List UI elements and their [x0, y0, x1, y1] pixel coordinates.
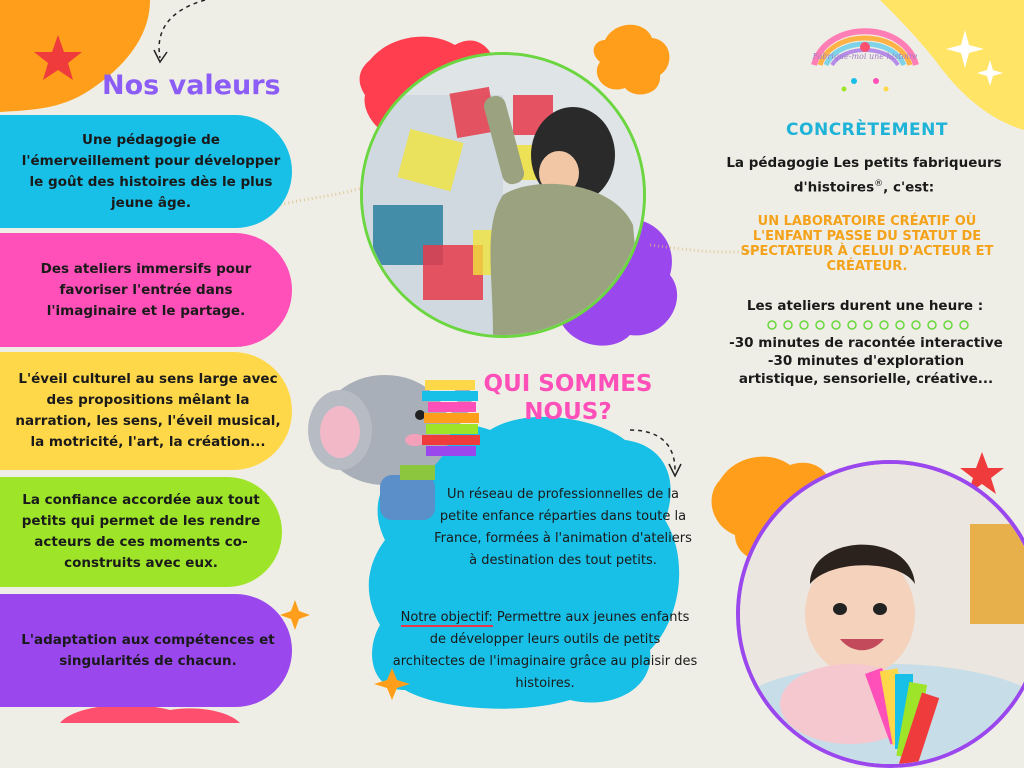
intro-line1: La pédagogie Les petits fabriqueurs: [726, 155, 1002, 171]
intro-paragraph: [714, 153, 1014, 199]
baby-photo-illustration: [740, 464, 1024, 764]
value-text: Une pédagogie de l'émerveillement pour développer le goût des histoires dès le plus jeune âge.: [21, 131, 281, 211]
registered-mark: ®: [874, 179, 884, 189]
toddler-photo: [360, 52, 646, 338]
value-item-1: [0, 115, 292, 228]
schedule-list: [716, 334, 1016, 388]
schedule-item-1: -30 minutes de racontée interactive: [729, 335, 1003, 351]
logo-text: Fabrique-moi une histoire: [812, 52, 918, 61]
value-item-2: [0, 233, 292, 347]
qui-title-line2: NOUS?: [524, 399, 612, 425]
intro-line2: d'histoires®, c'est:: [793, 179, 935, 196]
objectif-text: Permettre aux jeunes enfants de développer leurs outils de petits architectes de l'imaginaire grâce au plaisir des histoires.: [392, 610, 698, 691]
value-text: La confiance accordée aux tout petits qui permet de les rendre acteurs de ces moments co-construits avec eux.: [21, 492, 261, 571]
objectif-label: Notre objectif:: [400, 610, 493, 625]
concretement-title: CONCRÈTEMENT: [786, 120, 948, 140]
value-item-5: [0, 594, 292, 707]
schedule-item-3: artistique, sensorielle, créative...: [738, 371, 994, 387]
dashed-arrow-icon: [159, 0, 205, 58]
objectif-paragraph: [392, 607, 698, 695]
schedule-item-2: -30 minutes d'exploration: [767, 353, 965, 369]
orange-blob-small: [594, 25, 670, 95]
toddler-photo-illustration: [363, 55, 643, 335]
value-text: Des ateliers immersifs pour favoriser l'entrée dans l'imaginaire et le partage.: [40, 260, 252, 319]
value-text: L'adaptation aux compétences et singularités de chacun.: [21, 631, 275, 669]
qui-title: [478, 370, 658, 426]
baby-photo: [736, 460, 1024, 768]
values-title: Nos valeurs: [102, 70, 281, 101]
qui-title-line1: QUI SOMMES: [483, 371, 653, 397]
value-text: L'éveil culturel au sens large avec des propositions mêlant la narration, les sens, l'éveil musical, la motricité, l'art, la création...: [15, 371, 281, 450]
dots-divider: [765, 318, 975, 332]
highlight-text: UN LABORATOIRE CRÉATIF OÙ L'ENFANT PASSE DU STATUT DE SPECTATEUR À CELUI D'ACTEUR ET CRÉATEUR.: [740, 214, 994, 274]
duration-text: Les ateliers durent une heure :: [746, 298, 984, 314]
qui-description: Un réseau de professionnelles de la petite enfance réparties dans toute la France, formées à l'animation d'ateliers à destination des tout petits.: [434, 487, 692, 568]
value-item-4: [0, 477, 282, 587]
value-item-3: [0, 352, 292, 470]
